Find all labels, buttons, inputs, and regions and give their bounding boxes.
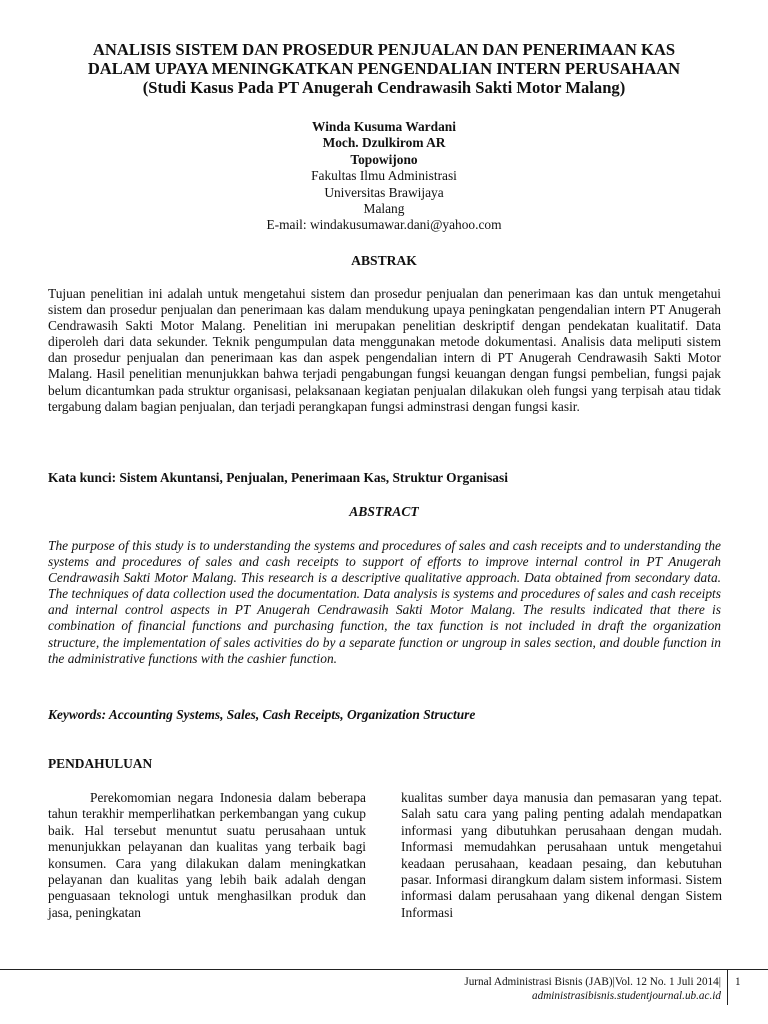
affiliation-faculty: Fakultas Ilmu Administrasi — [311, 168, 457, 184]
title-line-3: (Studi Kasus Pada PT Anugerah Cendrawasih Sakti Motor Malang) — [142, 78, 626, 97]
footer-rule — [0, 969, 768, 970]
intro-right-column — [401, 790, 722, 921]
abstrak-keywords: Kata kunci: Sistem Akuntansi, Penjualan, Penerimaan Kas, Struktur Organisasi — [48, 470, 508, 485]
paper-title — [40, 40, 728, 97]
author-3: Topowijono — [350, 151, 418, 167]
affiliation-university: Universitas Brawijaya — [324, 184, 444, 200]
abstrak-heading: ABSTRAK — [351, 253, 417, 268]
affiliation-city: Malang — [363, 201, 405, 217]
author-block — [40, 119, 728, 234]
intro-right-text: kualitas sumber daya manusia dan pemasaran yang tepat. Salah satu cara yang paling penting adalah mendapatkan informasi yang dibutuhkan perusahaan dengan mudah. Informasi memudahkan perusahaan untuk mengetahui keadaan perusahaan, keadaan pesaing, dan kebutuhan pasar. Informasi dirangkum dalam sistem informasi. Sistem informasi dalam perusahaan yang dikenal dengan Sistem Informasi — [401, 790, 722, 920]
title-line-1: ANALISIS SISTEM DAN PROSEDUR PENJUALAN DAN PENERIMAAN KAS — [92, 40, 676, 59]
abstract-body: The purpose of this study is to understanding the systems and procedures of sales and cash receipts and to understanding the systems and procedures of sales and cash receipts to support of efforts to improve internal control in PT Anugerah Cendrawasih Sakti Motor Malang. This research is a descriptive qualitative approach. Data obtained from secondary data. The techniques of data collection used the documentation. Data analysis is systems and procedures of sales and cash receipts and internal control aspects in PT Anugerah Cendrawasih Sakti Motor Malang. The results indicated that there is combination of financial functions and purchasing function, the tax function is not included in draft the organization structure, the implementation of sales activities do by a separate function or ungroup in sales section, and double function in the administrative functions with the cashier function. — [48, 538, 721, 666]
abstrak-body: Tujuan penelitian ini adalah untuk mengetahui sistem dan prosedur penjualan dan penerimaan kas dan untuk mengetahui sistem dan prosedur penjualan dan penerimaan kas dalam mendukung upaya peningkatan pengendalian intern PT Anugerah Cendrawasih Sakti Motor Malang. Penelitian ini merupakan penelitian deskriptif dengan pendekatan kualitatif. Data diperoleh dari data sekunder. Teknik pengumpulan data menggunakan metode dokumentasi. Analisis data meliputi sistem dan prosedur penjualan dan penerimaan kas dan aspek pengendalian intern di PT Anugerah Cendrawasih Sakti Motor Malang. Hasil penelitian menunjukkan bahwa terjadi pengabungan fungsi keuangan dengan fungsi pembelian, fungsi pajak belum dicantumkan pada struktur organisasi, pelaksanaan kegiatan penjualan dilakukan oleh fungsi yang terpisah atau tidak tergabung dalam bagian penjualan, dan terjadi perangkapan fungsi adminstrasi dengan fungsi kasir. — [48, 286, 721, 414]
intro-left-column — [48, 790, 366, 921]
abstract-keywords: Keywords: Accounting Systems, Sales, Cash Receipts, Organization Structure — [48, 707, 476, 722]
author-1: Winda Kusuma Wardani — [312, 119, 456, 134]
footer-url: administrasibisnis.studentjournal.ub.ac.id — [532, 990, 721, 1002]
author-2: Moch. Dzulkirom AR — [322, 135, 446, 151]
intro-left-text: Perekomomian negara Indonesia dalam beberapa tahun terakhir memperlihatkan perkembangan yang cukup baik. Hal tersebut menuntut suatu perusahaan untuk menunjukkan pelayanan dan kualitas yang terbaik bagi konsumen. Cara yang dilakukan dalam meningkatkan pelayanan dan kualitas yang lebih baik adalah dengan penguasaan teknologi untuk menghasilkan produk dan jasa, peningkatan — [48, 790, 366, 920]
title-line-2: DALAM UPAYA MENINGKATKAN PENGENDALIAN INTERN PERUSAHAAN — [87, 59, 681, 78]
pendahuluan-heading: PENDAHULUAN — [48, 756, 153, 771]
abstract-heading: ABSTRACT — [349, 504, 419, 519]
footer-journal: Jurnal Administrasi Bisnis (JAB)|Vol. 12 No. 1 Juli 2014| — [464, 976, 721, 988]
author-email: E-mail: windakusumawar.dani@yahoo.com — [266, 217, 502, 233]
footer-separator — [727, 969, 728, 1005]
page-number: 1 — [735, 976, 741, 988]
